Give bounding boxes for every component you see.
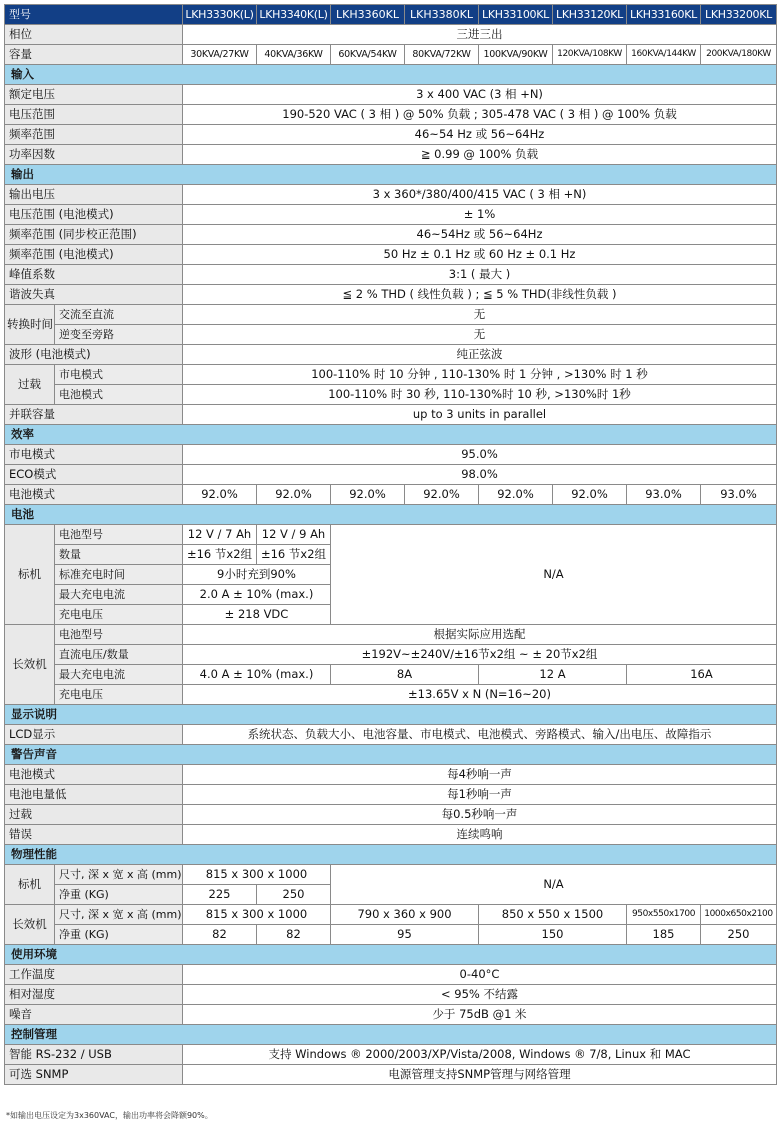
- sub-label: 直流电压/数量: [55, 645, 183, 665]
- row-label: 过载: [5, 805, 183, 825]
- row-value: ±192V~±240V/±16节x2组 ~ ± 20节x2组: [183, 645, 777, 665]
- group-label: 过载: [5, 365, 55, 405]
- row-value: 支持 Windows ® 2000/2003/XP/Vista/2008, Windows ® 7/8, Linux 和 MAC: [183, 1045, 777, 1065]
- sub-label: 尺寸, 深 x 宽 x 高 (mm): [55, 905, 183, 925]
- capacity-cell: 60KVA/54KW: [331, 45, 405, 65]
- model-label: 型号: [5, 5, 183, 25]
- sub-label: 充电电压: [55, 685, 183, 705]
- eff-cell: 92.0%: [405, 485, 479, 505]
- row-value: 2.0 A ± 10% (max.): [183, 585, 331, 605]
- row-value: < 95% 不结露: [183, 985, 777, 1005]
- section-title: 显示说明: [5, 705, 777, 725]
- alarm-low-row: [5, 785, 777, 805]
- phase-label: 相位: [5, 25, 183, 45]
- row-label: ECO模式: [5, 465, 183, 485]
- env-humidity-row: [5, 985, 777, 1005]
- section-title: 输入: [5, 65, 777, 85]
- env-temp-row: [5, 965, 777, 985]
- eff-eco-row: [5, 465, 777, 485]
- env-noise-row: [5, 1005, 777, 1025]
- row-value: 46~54Hz 或 56~64Hz: [183, 225, 777, 245]
- row-value: 815 x 300 x 1000: [183, 865, 331, 885]
- eff-battery-row: [5, 485, 777, 505]
- section-title: 物理性能: [5, 845, 777, 865]
- sub-label: 交流至直流: [55, 305, 183, 325]
- row-label: 工作温度: [5, 965, 183, 985]
- thd-row: [5, 285, 777, 305]
- model-cell: LKH3360KL: [331, 5, 405, 25]
- eff-mains-row: [5, 445, 777, 465]
- row-value: ≧ 0.99 @ 100% 负载: [183, 145, 777, 165]
- section-title: 效率: [5, 425, 777, 445]
- model-cell: LKH33200KL: [701, 5, 777, 25]
- row-value: 1000x650x2100: [701, 905, 777, 925]
- row-value: 12 V / 7 Ah: [183, 525, 257, 545]
- eff-cell: 93.0%: [701, 485, 777, 505]
- row-value: 4.0 A ± 10% (max.): [183, 665, 331, 685]
- row-label: 可选 SNMP: [5, 1065, 183, 1085]
- row-value: ±16 节x2组: [257, 545, 331, 565]
- row-value: 无: [183, 325, 777, 345]
- capacity-cell: 100KVA/90KW: [479, 45, 553, 65]
- row-value: 100-110% 时 30 秒, 110-130%时 10 秒, >130%时 1秒: [183, 385, 777, 405]
- section-display: [5, 705, 777, 725]
- row-value: 无: [183, 305, 777, 325]
- section-title: 警告声音: [5, 745, 777, 765]
- model-cell: LKH33120KL: [553, 5, 627, 25]
- alarm-overload-row: [5, 805, 777, 825]
- row-value: 185: [627, 925, 701, 945]
- eff-cell: 92.0%: [257, 485, 331, 505]
- capacity-cell: 200KVA/180KW: [701, 45, 777, 65]
- row-label: 频率范围: [5, 125, 183, 145]
- section-title: 电池: [5, 505, 777, 525]
- capacity-cell: 160KVA/144KW: [627, 45, 701, 65]
- eff-cell: 92.0%: [331, 485, 405, 505]
- capacity-cell: 40KVA/36KW: [257, 45, 331, 65]
- sub-label: 充电电压: [55, 605, 183, 625]
- power-factor-row: [5, 145, 777, 165]
- row-value: 系统状态、负载大小、电池容量、市电模式、电池模式、旁路模式、输入/出电压、故障指示: [183, 725, 777, 745]
- sub-label: 电池型号: [55, 525, 183, 545]
- model-cell: LKH33160KL: [627, 5, 701, 25]
- section-title: 控制管理: [5, 1025, 777, 1045]
- lcd-row: [5, 725, 777, 745]
- capacity-row: [5, 45, 777, 65]
- row-label: 波形 (电池模式): [5, 345, 183, 365]
- row-value: 95.0%: [183, 445, 777, 465]
- batt-long-type-row: [5, 625, 777, 645]
- row-value: 225: [183, 885, 257, 905]
- row-value: 每4秒响一声: [183, 765, 777, 785]
- phase-value: 三进三出: [183, 25, 777, 45]
- sub-label: 净重 (KG): [55, 925, 183, 945]
- overload-row-1: [5, 365, 777, 385]
- row-value: 8A: [331, 665, 479, 685]
- row-value: 50 Hz ± 0.1 Hz 或 60 Hz ± 0.1 Hz: [183, 245, 777, 265]
- transfer-row-1: [5, 305, 777, 325]
- model-cell: LKH3330K(L): [183, 5, 257, 25]
- section-efficiency: [5, 425, 777, 445]
- sub-label: 数量: [55, 545, 183, 565]
- row-value: 850 x 550 x 1500: [479, 905, 627, 925]
- alarm-battery-row: [5, 765, 777, 785]
- footnote: *如输出电压设定为3x360VAC，输出功率将会降额90%。: [6, 1111, 213, 1120]
- eff-cell: 92.0%: [479, 485, 553, 505]
- row-label: 市电模式: [5, 445, 183, 465]
- voltage-range-row: [5, 105, 777, 125]
- row-value: 150: [479, 925, 627, 945]
- phase-row: [5, 25, 777, 45]
- parallel-row: [5, 405, 777, 425]
- mgmt-rs232-row: [5, 1045, 777, 1065]
- row-value: 3 x 400 VAC (3 相 +N): [183, 85, 777, 105]
- row-label: 频率范围 (同步校正范围): [5, 225, 183, 245]
- group-label: 转换时间: [5, 305, 55, 345]
- phys-long-dim-row: [5, 905, 777, 925]
- row-value: 250: [257, 885, 331, 905]
- row-label: 电压范围 (电池模式): [5, 205, 183, 225]
- eff-cell: 92.0%: [553, 485, 627, 505]
- row-value: 每1秒响一声: [183, 785, 777, 805]
- row-label: 电池模式: [5, 765, 183, 785]
- row-value: ± 1%: [183, 205, 777, 225]
- alarm-fault-row: [5, 825, 777, 845]
- group-label: 标机: [5, 865, 55, 905]
- freq-sync-row: [5, 225, 777, 245]
- sub-label: 逆变至旁路: [55, 325, 183, 345]
- row-label: 峰值系数: [5, 265, 183, 285]
- spec-table: [4, 4, 777, 1085]
- model-row: [5, 5, 777, 25]
- freq-range-row: [5, 125, 777, 145]
- section-environment: [5, 945, 777, 965]
- row-value: 根据实际应用选配: [183, 625, 777, 645]
- row-value: ±16 节x2组: [183, 545, 257, 565]
- output-voltage-range-row: [5, 205, 777, 225]
- section-title: 输出: [5, 165, 777, 185]
- na-cell: N/A: [331, 865, 777, 905]
- row-label: 并联容量: [5, 405, 183, 425]
- row-label: 功率因数: [5, 145, 183, 165]
- row-label: 谐波失真: [5, 285, 183, 305]
- overload-row-2: [5, 385, 777, 405]
- section-output: [5, 165, 777, 185]
- batt-long-dc-row: [5, 645, 777, 665]
- sub-label: 尺寸, 深 x 宽 x 高 (mm): [55, 865, 183, 885]
- row-value: 3:1 ( 最大 ): [183, 265, 777, 285]
- section-battery: [5, 505, 777, 525]
- row-value: 100-110% 时 10 分钟 , 110-130% 时 1 分钟 , >130% 时 1 秒: [183, 365, 777, 385]
- row-label: LCD显示: [5, 725, 183, 745]
- section-physical: [5, 845, 777, 865]
- sub-label: 电池型号: [55, 625, 183, 645]
- row-value: 电源管理支持SNMP管理与网络管理: [183, 1065, 777, 1085]
- row-value: 每0.5秒响一声: [183, 805, 777, 825]
- sub-label: 标准充电时间: [55, 565, 183, 585]
- row-value: 46~54 Hz 或 56~64Hz: [183, 125, 777, 145]
- crest-row: [5, 265, 777, 285]
- section-management: [5, 1025, 777, 1045]
- row-value: 纯正弦波: [183, 345, 777, 365]
- capacity-cell: 120KVA/108KW: [553, 45, 627, 65]
- row-label: 相对湿度: [5, 985, 183, 1005]
- batt-long-current-row: [5, 665, 777, 685]
- row-value: 250: [701, 925, 777, 945]
- sub-label: 最大充电电流: [55, 585, 183, 605]
- row-value: 3 x 360*/380/400/415 VAC ( 3 相 +N): [183, 185, 777, 205]
- row-label: 电压范围: [5, 105, 183, 125]
- phys-std-dim-row: [5, 865, 777, 885]
- section-alarm: [5, 745, 777, 765]
- row-label: 额定电压: [5, 85, 183, 105]
- row-value: 95: [331, 925, 479, 945]
- row-value: 790 x 360 x 900: [331, 905, 479, 925]
- sub-label: 电池模式: [55, 385, 183, 405]
- rated-voltage-row: [5, 85, 777, 105]
- group-label: 标机: [5, 525, 55, 625]
- model-cell: LKH33100KL: [479, 5, 553, 25]
- sub-label: 净重 (KG): [55, 885, 183, 905]
- sub-label: 市电模式: [55, 365, 183, 385]
- waveform-row: [5, 345, 777, 365]
- row-value: ±13.65V x N (N=16~20): [183, 685, 777, 705]
- row-value: ± 218 VDC: [183, 605, 331, 625]
- model-cell: LKH3380KL: [405, 5, 479, 25]
- row-value: up to 3 units in parallel: [183, 405, 777, 425]
- na-cell: N/A: [331, 525, 777, 625]
- row-value: 9小时充到90%: [183, 565, 331, 585]
- row-value: 16A: [627, 665, 777, 685]
- row-value: 12 V / 9 Ah: [257, 525, 331, 545]
- eff-cell: 92.0%: [183, 485, 257, 505]
- group-label: 长效机: [5, 625, 55, 705]
- capacity-cell: 80KVA/72KW: [405, 45, 479, 65]
- row-label: 电池模式: [5, 485, 183, 505]
- section-title: 使用环境: [5, 945, 777, 965]
- batt-long-voltage-row: [5, 685, 777, 705]
- row-value: 12 A: [479, 665, 627, 685]
- row-value: 98.0%: [183, 465, 777, 485]
- freq-batt-row: [5, 245, 777, 265]
- row-label: 智能 RS-232 / USB: [5, 1045, 183, 1065]
- section-input: [5, 65, 777, 85]
- model-cell: LKH3340K(L): [257, 5, 331, 25]
- group-label: 长效机: [5, 905, 55, 945]
- mgmt-snmp-row: [5, 1065, 777, 1085]
- capacity-cell: 30KVA/27KW: [183, 45, 257, 65]
- transfer-row-2: [5, 325, 777, 345]
- row-value: 连续鸣响: [183, 825, 777, 845]
- sub-label: 最大充电电流: [55, 665, 183, 685]
- capacity-label: 容量: [5, 45, 183, 65]
- row-value: 少于 75dB @1 米: [183, 1005, 777, 1025]
- row-label: 输出电压: [5, 185, 183, 205]
- batt-std-type-row: [5, 525, 777, 545]
- row-value: 82: [183, 925, 257, 945]
- output-voltage-row: [5, 185, 777, 205]
- eff-cell: 93.0%: [627, 485, 701, 505]
- row-value: 950x550x1700: [627, 905, 701, 925]
- row-value: 0-40°C: [183, 965, 777, 985]
- row-label: 噪音: [5, 1005, 183, 1025]
- row-value: 82: [257, 925, 331, 945]
- phys-long-weight-row: [5, 925, 777, 945]
- row-value: ≦ 2 % THD ( 线性负载 ) ; ≦ 5 % THD(非线性负载 ): [183, 285, 777, 305]
- row-value: 815 x 300 x 1000: [183, 905, 331, 925]
- row-label: 频率范围 (电池模式): [5, 245, 183, 265]
- row-label: 电池电量低: [5, 785, 183, 805]
- row-label: 错误: [5, 825, 183, 845]
- row-value: 190-520 VAC ( 3 相 ) @ 50% 负载 ; 305-478 VAC ( 3 相 ) @ 100% 负载: [183, 105, 777, 125]
